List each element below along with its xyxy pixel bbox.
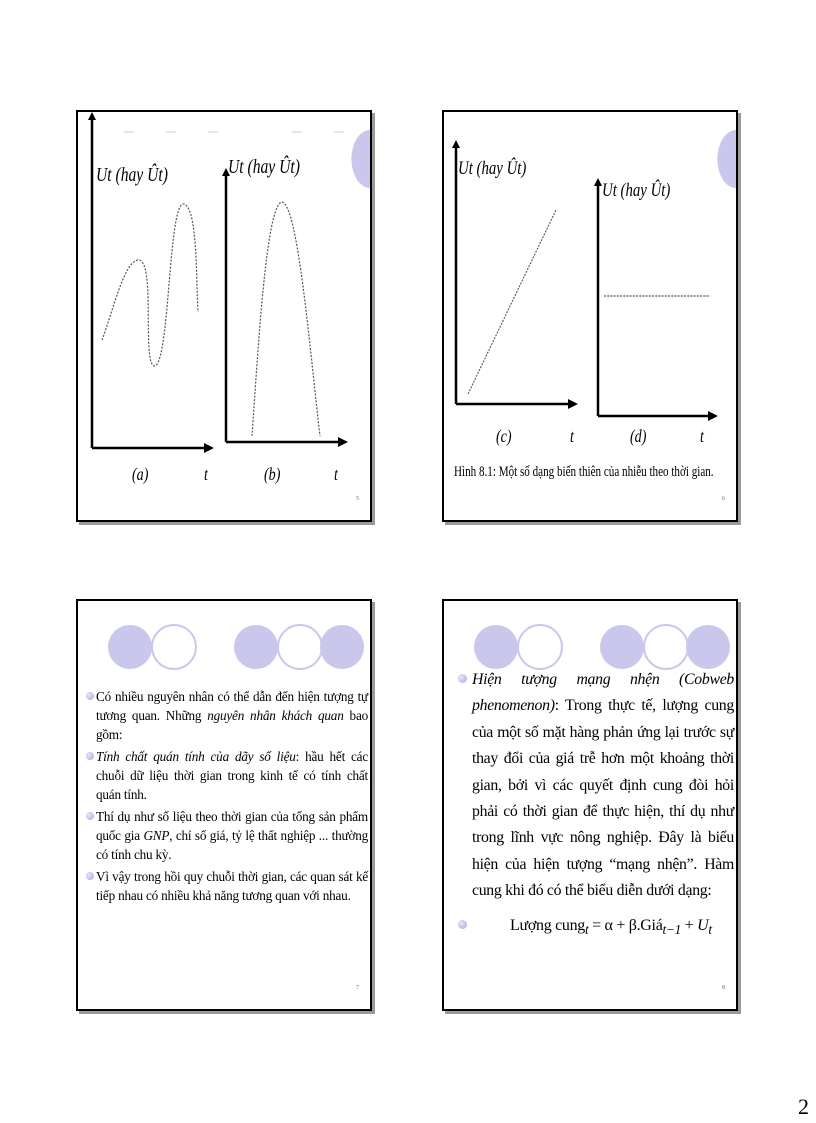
slide-autocorrelation-causes	[76, 599, 372, 1011]
slide-number: 6	[722, 496, 725, 502]
ylabel-a: Ut (hay Ût)	[96, 164, 168, 186]
deco-circle	[686, 625, 730, 669]
bullet-dot	[458, 920, 467, 929]
x-arrow-d	[708, 411, 718, 421]
x-arrow-c	[568, 399, 578, 409]
bullet-dot	[86, 752, 94, 760]
decorative-circles	[78, 601, 370, 681]
deco-half-circle	[717, 130, 736, 188]
axis-t-a: t	[204, 464, 208, 484]
axis-t-b: t	[334, 464, 338, 484]
y-arrow-d	[594, 178, 602, 186]
ylabel-b: Ut (hay Ût)	[228, 156, 300, 178]
deco-circle	[278, 625, 322, 669]
deco-half-circle	[351, 130, 370, 188]
deco-circle	[518, 625, 562, 669]
line-c	[468, 210, 556, 394]
slide-cobweb-phenomenon	[442, 599, 738, 1011]
bullet-item: Vì vậy trong hồi quy chuỗi thời gian, các quan sát kế tiếp nhau có nhiều khả năng tương quan với nhau.	[84, 867, 368, 905]
page-number: 2	[798, 1094, 809, 1119]
bullet-item: Tính chất quán tính của dãy số liệu: hầu hết các chuỗi dữ liệu thời gian trong kinh tế có tính chất quán tính.	[84, 747, 368, 804]
deco-circle	[474, 625, 518, 669]
ylabel-c: Ut (hay Ût)	[458, 158, 527, 179]
axis-t-d: t	[700, 426, 704, 446]
slide-body	[84, 687, 368, 908]
axis-t-c: t	[570, 426, 574, 446]
deco-circle	[152, 625, 196, 669]
deco-circle	[320, 625, 364, 669]
bullet-dot	[458, 674, 467, 683]
bullet-dot	[86, 812, 94, 820]
curve-b	[252, 202, 320, 436]
label-d: (d)	[630, 426, 647, 446]
label-b: (b)	[264, 464, 281, 484]
slide-number: 7	[356, 985, 359, 991]
y-arrow-a	[88, 112, 96, 120]
label-a: (a)	[132, 464, 149, 484]
figure-caption: Hình 8.1: Một số dạng biến thiên của nhiễu theo thời gian.	[454, 464, 714, 480]
deco-circle	[234, 625, 278, 669]
slide-number: 5	[356, 496, 359, 502]
bullet-item: Có nhiều nguyên nhân có thể dẫn đến hiện tượng tự tương quan. Những nguyên nhân khách quan bao gồm:	[84, 687, 368, 744]
bullet-item: Thí dụ như số liệu theo thời gian của tổng sản phẩm quốc gia GNP, chỉ số giá, tỷ lệ thất nghiệp ... thường có tính chu kỳ.	[84, 807, 368, 864]
x-arrow-b	[338, 437, 348, 447]
bullet-dot	[86, 692, 94, 700]
ylabel-d: Ut (hay Ût)	[602, 180, 671, 201]
curve-a	[102, 204, 198, 366]
slide-graphs-a-b	[76, 110, 372, 522]
deco-circle	[600, 625, 644, 669]
slide-number: 8	[722, 985, 725, 991]
slide-graphs-c-d	[442, 110, 738, 522]
deco-circle	[644, 625, 688, 669]
deco-circle	[108, 625, 152, 669]
bullet-item: Hiện tượng mạng nhện (Cobweb phenomenon): Trong thực tế, lượng cung của một số mặt hàng phản ứng lại trước sự thay đổi của giá trễ hơn một khoảng thời gian, bởi vì các quyết định cung đòi hỏi phải có thời gian để thực hiện, thí dụ như trong lĩnh vực nông nghiệp. Đây là biểu hiện của hiện tượng “mạng nhện”. Hàm cung khi đó có thể biểu diễn dưới dạng:	[452, 667, 734, 905]
label-c: (c)	[496, 426, 512, 446]
supply-equation: Lượng cung$_t$ = α + β.Giá$_{t-1}$ + $U_t$	[510, 917, 712, 938]
bullet-dot	[86, 872, 94, 880]
y-arrow-c	[452, 140, 460, 148]
slide-body	[452, 667, 734, 908]
x-arrow-a	[204, 443, 214, 453]
